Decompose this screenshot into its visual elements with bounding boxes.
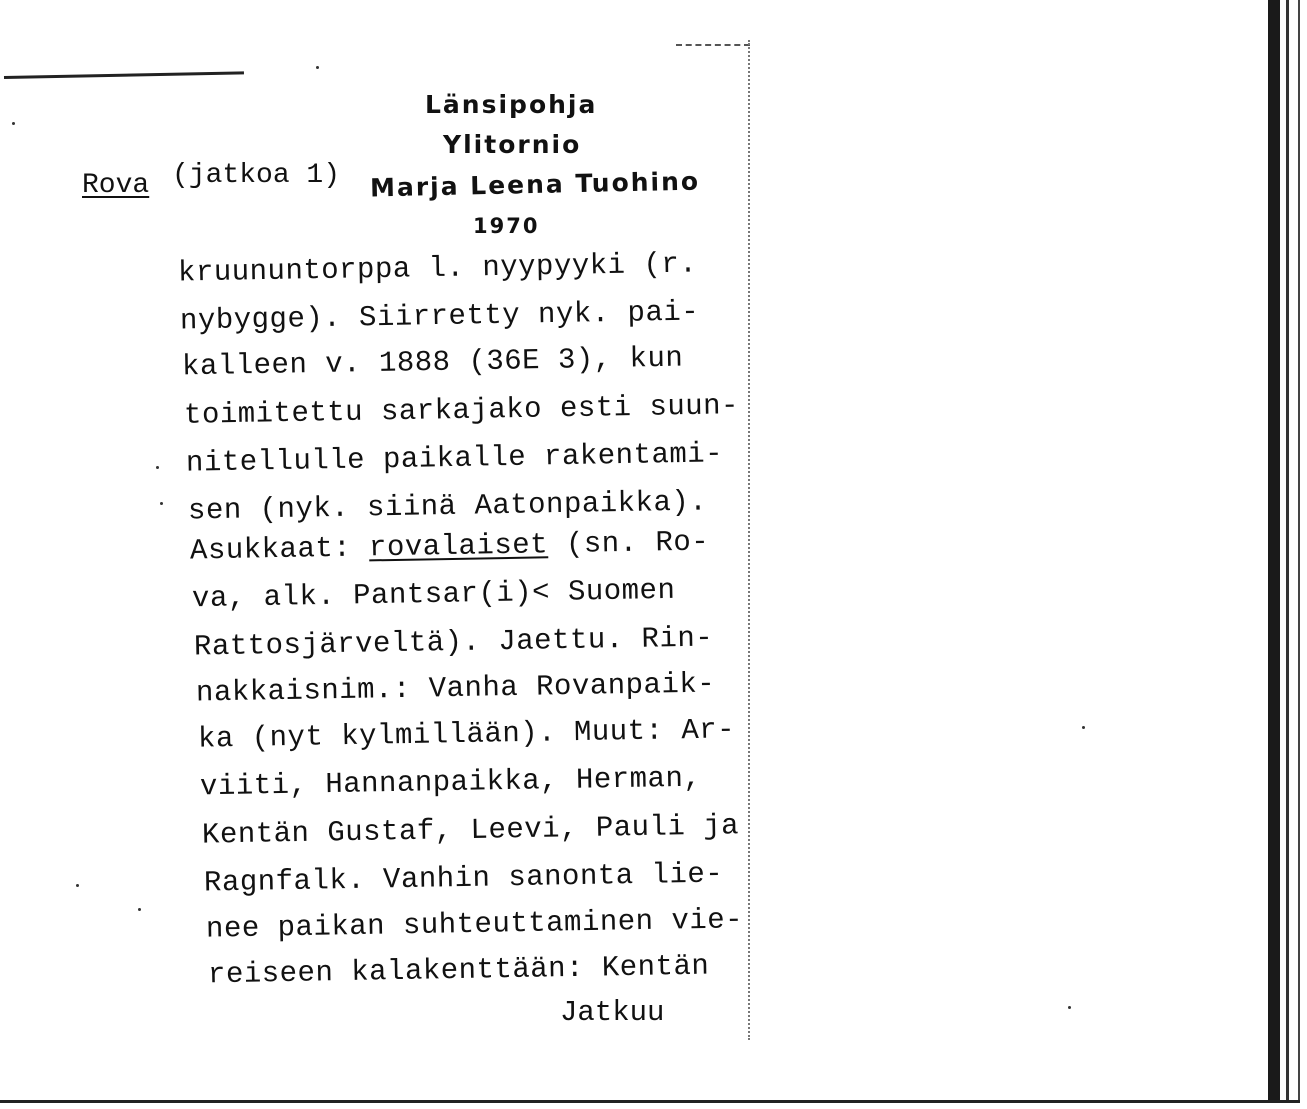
collector-stamp: Marja Leena Tuohino — [369, 166, 701, 203]
continues-note: Jatkuu — [560, 996, 665, 1029]
region-stamp: Länsipohja — [425, 90, 598, 119]
scan-speck — [316, 66, 319, 69]
scan-speck — [12, 122, 15, 125]
entry-line: kruununtorppa l. nyypyyki (r. — [177, 247, 698, 290]
card-edge-top — [676, 44, 750, 46]
entry-line: Kentän Gustaf, Leevi, Pauli ja — [201, 809, 740, 852]
entry-line: kalleen v. 1888 (36E 3), kun — [181, 341, 684, 384]
residents-name: rovalaiset — [368, 528, 549, 565]
entry-line: nybygge). Siirretty nyk. pai- — [179, 295, 700, 338]
scan-edge-right-line-outer — [1298, 0, 1300, 1100]
scan-edge-bottom — [0, 1100, 1300, 1103]
scan-speck — [1068, 1006, 1071, 1009]
entry-line: viiti, Hannanpaikka, Herman, — [199, 761, 702, 804]
residents-rest: (sn. Ro- — [547, 525, 710, 562]
scan-speck — [1082, 726, 1085, 729]
scan-speck — [156, 466, 159, 469]
entry-line: sen (nyk. siinä Aatonpaikka). — [187, 485, 708, 528]
year-stamp: 1970 — [473, 214, 540, 238]
parish-stamp: Ylitornio — [443, 130, 582, 159]
entry-line: nakkaisnim.: Vanha Rovanpaik- — [195, 667, 716, 710]
scan-speck — [138, 908, 141, 911]
card-edge-right — [748, 40, 750, 1040]
continuation-note: (jatkoa 1) — [172, 160, 341, 191]
entry-line: nee paikan suhteuttaminen vie- — [205, 903, 744, 946]
entry-line: va, alk. Pantsar(i)< Suomen — [191, 573, 676, 616]
scan-edge-top — [4, 71, 244, 79]
scan-edge-right-line — [1286, 0, 1289, 1100]
entry-line: ka (nyt kylmillään). Muut: Ar- — [197, 713, 736, 756]
scan-speck — [160, 502, 163, 505]
residents-label: Asukkaat: — [189, 531, 370, 568]
entry-line: toimitettu sarkajako esti suun- — [183, 389, 740, 432]
entry-line: nitellulle paikalle rakentami- — [185, 437, 724, 480]
scan-speck — [76, 884, 79, 887]
place-name: Rova — [82, 170, 150, 201]
entry-line: reiseen kalakenttään: Kentän — [207, 949, 710, 992]
scan-edge-right — [1268, 0, 1280, 1100]
entry-line-residents — [190, 525, 710, 567]
entry-line: Ragnfalk. Vanhin sanonta lie- — [203, 857, 724, 900]
entry-line: Rattosjärveltä). Jaettu. Rin- — [193, 621, 714, 664]
